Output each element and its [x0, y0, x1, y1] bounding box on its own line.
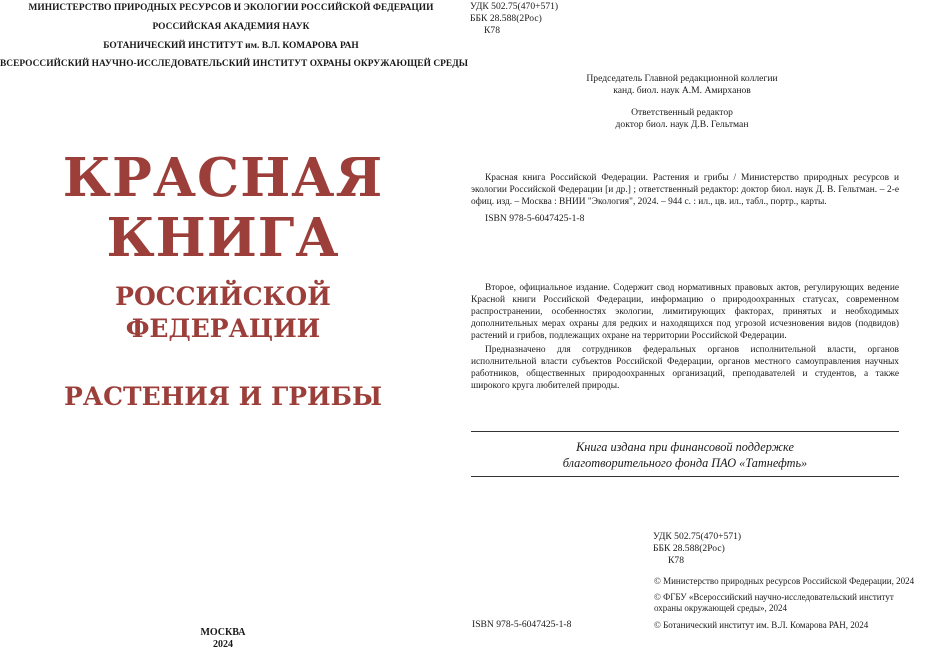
- publication-city: МОСКВА: [200, 627, 246, 638]
- title-page: [0, 0, 468, 652]
- copyright-botanical: © Ботанический институт им. В.Л. Комарова РАН, 2024: [654, 620, 869, 630]
- book-subtitle-line2: ФЕДЕРАЦИИ: [125, 314, 321, 343]
- udk-code: УДК 502.75(470+571): [470, 1, 559, 12]
- udk-code-bottom: УДК 502.75(470+571): [653, 531, 742, 542]
- isbn: ISBN 978-5-6047425-1-8: [485, 213, 585, 224]
- institution-ministry: МИНИСТЕРСТВО ПРИРОДНЫХ РЕСУРСОВ И ЭКОЛОГИИ РОССИЙСКОЙ ФЕДЕРАЦИИ: [28, 3, 434, 13]
- chair-name: канд. биол. наук А.М. Амирханов: [613, 85, 751, 96]
- institution-academy: РОССИЙСКАЯ АКАДЕМИЯ НАУК: [152, 22, 310, 32]
- annotation-audience: Предназначено для сотрудников федеральных органов исполнительной власти, органов исполнительной власти субъектов Российской Федерации, органов местного самоуправления научных работников, общественных природоохранных организаций, преподавателей и студентов, а также широкого круга любителей природы.: [471, 345, 899, 391]
- author-mark-bottom: К78: [668, 555, 684, 566]
- bbk-code-bottom: ББК 28.588(2Рос): [653, 543, 725, 554]
- copyright-ministry: © Министерство природных ресурсов Российской Федерации, 2024: [654, 576, 915, 586]
- bbk-code: ББК 28.588(2Рос): [470, 13, 542, 24]
- funding-top-rule: [471, 431, 899, 432]
- volume-title: РАСТЕНИЯ И ГРИБЫ: [63, 382, 383, 411]
- book-title-line2: КНИГА: [106, 207, 340, 269]
- copyright-vniiecology: © ФГБУ «Всероссийский научно-исследовательский институт охраны окружающей среды», 2024: [654, 592, 894, 613]
- book-subtitle-line1: РОССИЙСКОЙ: [115, 282, 331, 311]
- publication-year: 2024: [213, 639, 233, 650]
- author-mark: К78: [484, 25, 500, 36]
- funding-bottom-rule: [471, 476, 899, 477]
- annotation-description: Второе, официальное издание. Содержит свод нормативных правовых актов, регулирующих ведение Красной книги Российской Федерации, информацию о природоохранных статусах, современном распространении, особенностях экологии, лимитирующих факторах, принятых и необходимых дополнительных мерах охраны для редких и находящихся под угрозой исчезновения видов (подвидов) растений и грибов, подлежащих охране на территории Российской Федерации.: [471, 283, 899, 341]
- funding-line2: благотворительного фонда ПАО «Татнефть»: [562, 456, 808, 470]
- imprint-page: [462, 0, 940, 652]
- isbn-bottom: ISBN 978-5-6047425-1-8: [472, 619, 572, 630]
- funding-line1: Книга издана при финансовой поддержке: [576, 440, 794, 454]
- institution-botanical: БОТАНИЧЕСКИЙ ИНСТИТУТ им. В.Л. КОМАРОВА РАН: [103, 41, 359, 51]
- chair-title: Председатель Главной редакционной коллегии: [586, 73, 778, 84]
- editor-name: доктор биол. наук Д.В. Гельтман: [615, 119, 749, 130]
- book-title-line1: КРАСНАЯ: [62, 147, 384, 209]
- editor-title: Ответственный редактор: [631, 107, 733, 118]
- institution-vniiecology: ВСЕРОССИЙСКИЙ НАУЧНО-ИССЛЕДОВАТЕЛЬСКИЙ ИНСТИТУТ ОХРАНЫ ОКРУЖАЮЩЕЙ СРЕДЫ: [0, 59, 468, 69]
- bibliographic-citation: Красная книга Российской Федерации. Растения и грибы / Министерство природных ресурсов и экологии Российской Федерации [и др.] ; ответственный редактор: доктор биол. наук Д. В. Гельтман. – 2-е офиц. изд. – Москва : ВНИИ "Экология", 2024. – 944 с. : ил., цв. ил., табл., портр., карты.: [471, 173, 899, 207]
